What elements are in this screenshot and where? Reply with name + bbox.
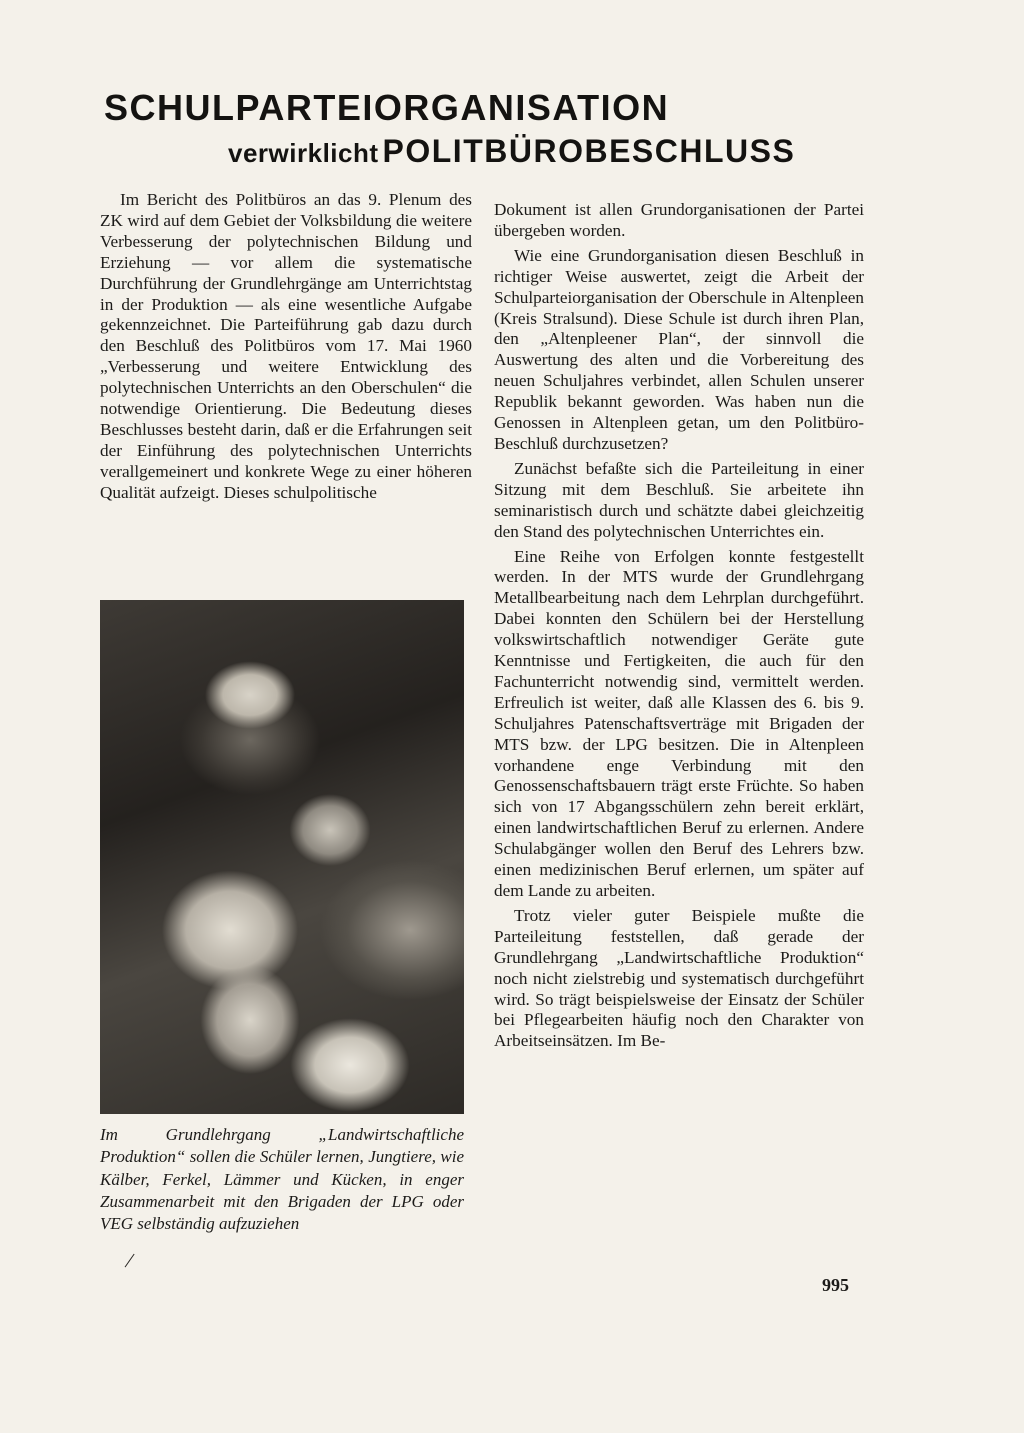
headline-line-2 xyxy=(228,131,878,178)
right-paragraph-altenpleen: Wie eine Grundorganisation diesen Beschluß in richtiger Weise auswertet, zeigt die Arbeit der Schulparteiorganisation der Oberschule in Altenpleen (Kreis Stralsund). Diese Schule ist durch ihren Plan, den „Altenpleener Plan“, der sinnvoll die Auswertung des alten und die Vorbereitung des neuen Schuljahres verbindet, allen Schulen unserer Republik bekannt geworden. Was haben nun die Genossen in Altenpleen getan, um den Politbüro-Beschluß durchzusetzen? xyxy=(494,245,864,453)
page-number: 995 xyxy=(822,1275,849,1295)
right-paragraph-erfolge: Eine Reihe von Erfolgen konnte festgestellt werden. In der MTS wurde der Grundlehrgang Metallbearbeitung nach dem Lehrplan durchgeführt. Dabei konnten den Schülern bei der Herstellung volkswirtschaftlich notwendiger Geräte gute Kenntnisse und Fertigkeiten, die auch für den Fachunterricht notwendig sind, vermittelt werden. Erfreulich ist weiter, daß alle Klassen des 6. bis 9. Schuljahres Patenschaftsverträge mit Brigaden der MTS bzw. der LPG besitzen. Die in Altenpleen vorhandene enge Verbindung mit den Genossenschaftsbauern trägt erste Früchte. So haben sich von 17 Abgangsschülern zehn bereit erklärt, einen landwirtschaftlichen Beruf zu erlernen. Andere Schulabgänger wollen den Beruf des Lehrers bzw. einen medizinischen Beruf erlernen, um später auf dem Lande zu arbeiten. xyxy=(494,546,864,900)
right-paragraph-parteileitung: Zunächst befaßte sich die Parteileitung in einer Sitzung mit dem Beschluß. Sie arbeitete ihn seminaristisch durch und schätzte dabei gleichzeitig den Stand des polytechnischen Unterrichtes ein. xyxy=(494,458,864,541)
right-paragraph-trotz: Trotz vieler guter Beispiele mußte die Parteileitung feststellen, daß gerade der Grundlehrgang „Landwirtschaftliche Produktion“ noch nicht zielstrebig und systematisch durchgeführt wird. So trägt beispielsweise der Einsatz der Schüler bei Pflegearbeiten häufig noch den Charakter von Arbeitseinsätzen. Im Be- xyxy=(494,905,864,1051)
headline-verb: verwirklicht xyxy=(228,138,379,168)
photo-caption: Im Grundlehrgang „Landwirtschaftliche Produktion“ sollen die Schüler lernen, Jungtiere, wie Kälber, Ferkel, Lämmer und Kücken, in enger Zusammenarbeit mit den Brigaden der LPG oder VEG selbständig aufzuziehen xyxy=(100,1125,464,1234)
headline-line-1: SCHULPARTEIORGANISATION xyxy=(104,87,670,128)
left-paragraph: Im Bericht des Politbüros an das 9. Plenum des ZK wird auf dem Gebiet der Volksbildung die weitere Verbesserung der polytechnischen Bildung und Erziehung — vor allem die systematische Durchführung der Grundlehrgänge am Unterrichtstag in der Produktion — als eine wesentliche Aufgabe gekennzeichnet. Die Parteiführung gab dazu durch den Beschluß des Politbüros vom 17. Mai 1960 „Verbesserung und weitere Entwicklung des polytechnischen Unterrichts an den Oberschulen“ die notwendige Orientierung. Die Bedeutung dieses Beschlusses besteht darin, daß er die Erfahrungen seit der Einführung des polytechnischen Unterrichts verallgemeinert und konkrete Wege zu einer höheren Qualität aufzeigt. Dieses schulpolitische xyxy=(100,190,472,502)
right-paragraph-continued: Dokument ist allen Grundorganisationen der Partei übergeben worden. xyxy=(494,200,864,240)
stray-pen-mark xyxy=(125,1254,145,1275)
headline-subject: POLITBÜROBESCHLUSS xyxy=(382,133,796,169)
left-column xyxy=(100,190,472,504)
right-column xyxy=(494,200,864,1052)
photo-students-feeding-calves xyxy=(100,600,464,1114)
